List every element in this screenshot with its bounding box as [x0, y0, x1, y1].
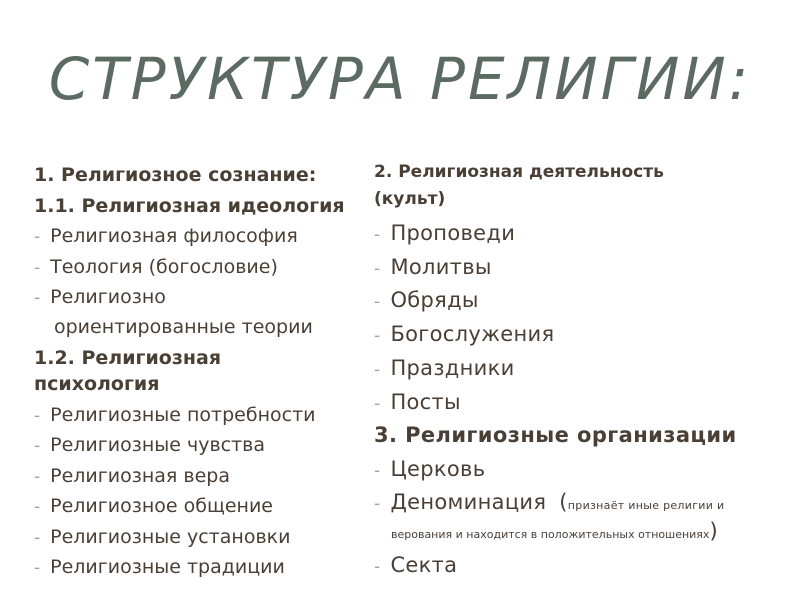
list-item-label: Религиозные потребности — [50, 404, 316, 426]
dash-bullet: - — [34, 528, 41, 548]
list-item — [374, 492, 724, 513]
dash-bullet: - — [34, 558, 41, 578]
dash-bullet: - — [374, 461, 381, 481]
heading-religious-psychology: 1.2. Религиозная — [34, 347, 222, 369]
list-item-label: Обряды — [390, 288, 479, 312]
list-item-label: Религиозная вера — [50, 465, 230, 487]
heading-religious-consciousness: 1. Религиозное сознание: — [34, 164, 317, 186]
list-item-label: Деноминация — [390, 490, 547, 514]
dash-bullet: - — [34, 436, 41, 456]
list-item-label: Религиозная философия — [50, 225, 298, 247]
dash-bullet: - — [34, 406, 41, 426]
denomination-note-line2: верования и находится в положительных отношениях — [391, 528, 710, 541]
list-item — [374, 392, 461, 413]
list-item — [374, 459, 485, 480]
list-item — [34, 288, 166, 307]
list-item — [374, 358, 515, 379]
list-item-label: Религиозные чувства — [50, 434, 266, 456]
denomination-close-paren: ) — [709, 519, 718, 543]
heading-religious-activity: 2. Религиозная деятельность — [374, 162, 664, 182]
list-item — [34, 406, 315, 425]
list-item — [34, 528, 290, 547]
dash-bullet: - — [34, 258, 41, 278]
heading-religious-ideology: 1.1. Религиозная идеология — [34, 195, 345, 217]
list-item-label: Религиозные установки — [50, 526, 291, 548]
list-item — [34, 467, 230, 486]
list-item — [34, 258, 278, 277]
slide-title: СТРУКТУРА РЕЛИГИИ: — [48, 45, 752, 113]
list-item — [374, 555, 457, 576]
list-item-continuation: ориентированные теории — [54, 316, 313, 338]
dash-bullet: - — [34, 227, 41, 247]
list-item — [374, 324, 554, 345]
dash-bullet: - — [374, 292, 381, 312]
list-item-label: Теология (богословие) — [50, 256, 278, 278]
heading-religious-activity-line2: (культ) — [374, 189, 446, 209]
list-item — [374, 290, 479, 311]
heading-religious-organizations: 3. Религиозные организации — [374, 423, 737, 447]
dash-bullet: - — [374, 394, 381, 414]
list-item-label: Посты — [390, 390, 461, 414]
dash-bullet: - — [374, 360, 381, 380]
dash-bullet: - — [34, 497, 41, 517]
dash-bullet: - — [374, 326, 381, 346]
dash-bullet: - — [374, 259, 381, 279]
list-item-label: Церковь — [390, 457, 486, 481]
list-item-label: Проповеди — [390, 221, 516, 245]
list-item — [374, 223, 515, 244]
list-item — [374, 257, 492, 278]
dash-bullet: - — [34, 288, 41, 308]
list-item-label: Религиозные традиции — [50, 556, 285, 578]
dash-bullet: - — [374, 225, 381, 245]
denomination-note-continuation — [391, 521, 718, 542]
list-item-label: Молитвы — [390, 255, 492, 279]
dash-bullet: - — [34, 467, 41, 487]
dash-bullet: - — [374, 557, 381, 577]
list-item — [34, 436, 265, 455]
list-item-label: Религиозное общение — [50, 495, 274, 517]
list-item-label: Богослужения — [390, 322, 555, 346]
list-item-label: Праздники — [390, 356, 515, 380]
dash-bullet: - — [374, 494, 381, 514]
list-item — [34, 497, 273, 516]
heading-religious-psychology-line2: психология — [34, 373, 160, 395]
denomination-open-paren: ( — [559, 490, 568, 514]
list-item-label: Религиозно — [50, 286, 166, 308]
list-item-label: Секта — [390, 553, 458, 577]
denomination-note-line1: признаёт иные религии и — [567, 499, 725, 512]
list-item — [34, 558, 285, 577]
list-item — [34, 227, 298, 246]
